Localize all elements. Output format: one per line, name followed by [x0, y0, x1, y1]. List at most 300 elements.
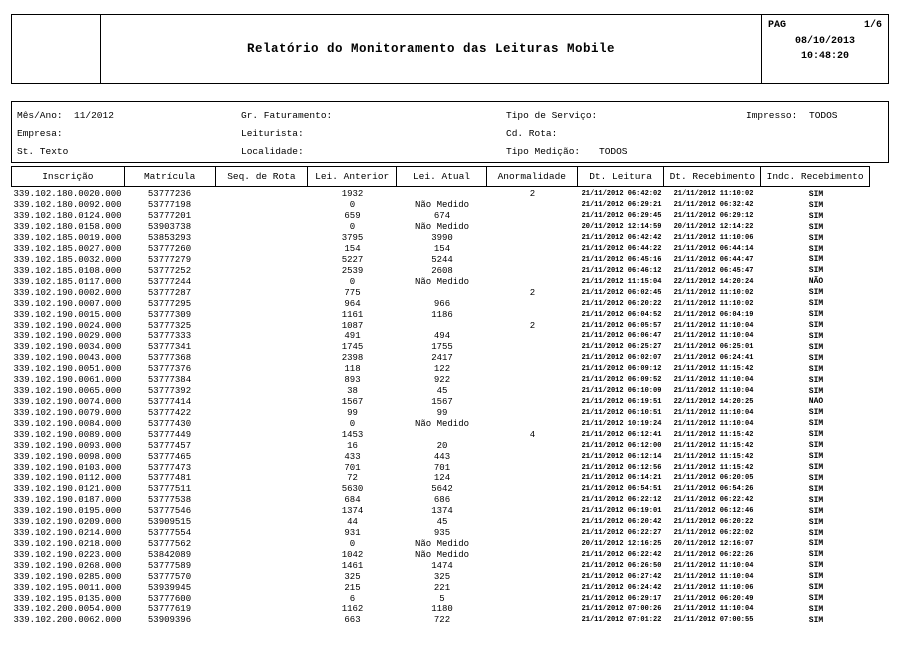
table-cell: [487, 364, 578, 375]
table-cell: 922: [433, 375, 451, 386]
table-cell: 21/11/2012 11:15:04: [581, 277, 662, 286]
table-cell: 21/11/2012 06:42:02: [581, 190, 662, 199]
table-cell: NÃO: [808, 277, 824, 287]
table-cell: 21/11/2012 06:05:57: [581, 321, 662, 330]
table-cell: 21/11/2012 06:20:49: [673, 594, 754, 603]
tipo-medicao-label: Tipo Medição:: [506, 146, 581, 157]
table-cell: 339.102.190.0223.000: [13, 549, 122, 560]
table-cell: 21/11/2012 06:46:12: [581, 266, 662, 275]
table-cell: 659: [344, 211, 361, 222]
report-header: [11, 14, 889, 84]
table-row: [11, 211, 870, 222]
table-cell: 339.102.200.0054.000: [13, 604, 122, 615]
table-cell: 5630: [341, 484, 364, 495]
table-cell: 53777600: [147, 593, 192, 604]
table-cell: [397, 320, 487, 331]
table-cell: 21/11/2012 06:20:42: [581, 518, 662, 527]
column-header-anormalidade: Anormalidade: [487, 167, 578, 186]
table-cell: [215, 517, 308, 528]
table-cell: 2: [529, 287, 536, 298]
table-cell: [215, 233, 308, 244]
table-cell: 21/11/2012 11:10:04: [673, 332, 754, 341]
table-cell: 339.102.190.0098.000: [13, 451, 122, 462]
table-cell: 21/11/2012 06:20:22: [673, 518, 754, 527]
table-cell: [487, 331, 578, 342]
table-cell: 53777570: [147, 571, 192, 582]
table-cell: 53777619: [147, 604, 192, 615]
table-cell: 339.102.180.0158.000: [13, 222, 122, 233]
table-cell: 53777201: [147, 211, 192, 222]
table-cell: 21/11/2012 06:26:50: [581, 561, 662, 570]
table-cell: 1567: [341, 396, 364, 407]
table-cell: [487, 549, 578, 560]
table-cell: 339.102.190.0015.000: [13, 309, 122, 320]
table-cell: 21/11/2012 06:04:19: [673, 310, 754, 319]
table-cell: 21/11/2012 06:20:22: [581, 299, 662, 308]
table-cell: 21/11/2012 06:44:47: [673, 255, 754, 264]
table-cell: 2417: [431, 353, 453, 364]
table-cell: 53777546: [147, 506, 192, 517]
table-cell: 21/11/2012 06:29:12: [673, 212, 754, 221]
table-cell: 20/11/2012 12:16:25: [581, 539, 662, 548]
leiturista-label: Leiturista:: [241, 128, 304, 139]
table-row: [11, 571, 870, 582]
table-row: [11, 462, 870, 473]
table-cell: 124: [433, 473, 451, 484]
table-cell: 21/11/2012 11:10:06: [673, 583, 754, 592]
table-cell: 491: [344, 331, 361, 342]
table-row: [11, 506, 870, 517]
mes-ano-value: 11/2012: [74, 110, 114, 121]
impresso-value: TODOS: [809, 110, 838, 121]
table-cell: [215, 276, 308, 287]
table-cell: 674: [433, 211, 451, 222]
table-cell: [487, 342, 578, 353]
table-cell: 1374: [431, 506, 453, 517]
table-cell: 722: [433, 615, 451, 626]
table-cell: 2539: [341, 265, 364, 276]
page-info-box: [761, 15, 888, 83]
table-cell: 21/11/2012 06:44:22: [581, 245, 662, 254]
table-cell: 53777252: [147, 265, 192, 276]
table-cell: [215, 211, 308, 222]
table-cell: 339.102.190.0029.000: [13, 331, 122, 342]
column-header-lei-atual: Lei. Atual: [397, 167, 487, 186]
table-cell: 1087: [341, 320, 364, 331]
table-cell: SIM: [808, 200, 824, 210]
table-cell: [215, 265, 308, 276]
table-cell: 21/11/2012 06:10:09: [581, 387, 662, 396]
table-cell: 53777392: [147, 386, 192, 397]
table-cell: [215, 560, 308, 571]
table-cell: SIM: [808, 408, 824, 418]
table-cell: 53777244: [147, 276, 192, 287]
table-row: [11, 287, 870, 298]
table-cell: 1453: [341, 429, 364, 440]
table-cell: 21/11/2012 06:02:45: [581, 288, 662, 297]
table-cell: 21/11/2012 06:45:47: [673, 266, 754, 275]
table-cell: 21/11/2012 06:44:14: [673, 245, 754, 254]
table-cell: 21/11/2012 06:12:46: [673, 507, 754, 516]
table-cell: SIM: [808, 528, 824, 538]
table-cell: 935: [433, 528, 451, 539]
table-row: [11, 539, 870, 550]
table-cell: 5227: [341, 254, 364, 265]
column-header-dt-recebimento: Dt. Recebimento: [664, 167, 761, 186]
table-cell: [487, 495, 578, 506]
table-cell: [215, 539, 308, 550]
table-row: [11, 473, 870, 484]
table-cell: 53777198: [147, 200, 192, 211]
table-cell: SIM: [808, 266, 824, 276]
table-cell: 339.102.190.0093.000: [13, 440, 122, 451]
table-cell: 53777473: [147, 462, 192, 473]
table-cell: 1567: [431, 396, 453, 407]
table-cell: SIM: [808, 189, 824, 199]
table-cell: 339.102.190.0268.000: [13, 560, 122, 571]
table-cell: 339.102.190.0218.000: [13, 538, 122, 549]
table-cell: SIM: [808, 604, 824, 614]
table-cell: 53777384: [147, 375, 192, 386]
table-cell: 4: [529, 429, 536, 440]
table-cell: [487, 506, 578, 517]
table-row: [11, 440, 870, 451]
table-cell: [487, 560, 578, 571]
table-row: [11, 560, 870, 571]
table-cell: SIM: [808, 441, 824, 451]
table-cell: Não Medido: [414, 549, 469, 560]
table-cell: 21/11/2012 06:10:51: [581, 408, 662, 417]
report-table-body: [11, 189, 870, 626]
tipo-servico-label: Tipo de Serviço:: [506, 110, 598, 121]
table-cell: 1162: [341, 604, 364, 615]
table-cell: [215, 407, 308, 418]
table-cell: 20/11/2012 12:14:59: [581, 223, 662, 232]
table-cell: 99: [436, 407, 448, 418]
cd-rota-label: Cd. Rota:: [506, 128, 558, 139]
table-cell: 53777589: [147, 560, 192, 571]
table-row: [11, 407, 870, 418]
table-cell: 53777414: [147, 396, 192, 407]
table-cell: 21/11/2012 11:15:42: [673, 365, 754, 374]
table-cell: [487, 517, 578, 528]
table-cell: 44: [347, 517, 358, 528]
table-cell: 2398: [341, 353, 364, 364]
filter-panel: [11, 101, 889, 163]
table-cell: [215, 418, 308, 429]
table-cell: 21/11/2012 07:01:22: [581, 616, 662, 625]
table-cell: 3990: [431, 233, 453, 244]
table-cell: 893: [344, 375, 361, 386]
table-cell: SIM: [808, 211, 824, 221]
table-cell: 325: [344, 571, 361, 582]
table-cell: [215, 506, 308, 517]
table-cell: 339.102.190.0002.000: [13, 287, 122, 298]
table-cell: 21/11/2012 07:00:26: [581, 605, 662, 614]
table-cell: 21/11/2012 06:22:26: [673, 550, 754, 559]
table-row: [11, 298, 870, 309]
table-cell: 21/11/2012 06:19:51: [581, 397, 662, 406]
table-cell: [487, 571, 578, 582]
table-cell: 339.102.190.0024.000: [13, 320, 122, 331]
table-cell: [487, 375, 578, 386]
table-cell: SIM: [808, 233, 824, 243]
table-cell: [487, 593, 578, 604]
table-cell: [215, 298, 308, 309]
table-cell: 21/11/2012 06:22:42: [673, 496, 754, 505]
table-cell: 339.102.190.0121.000: [13, 484, 122, 495]
table-cell: 21/11/2012 11:10:06: [673, 234, 754, 243]
table-cell: 20/11/2012 12:16:07: [673, 539, 754, 548]
table-cell: [487, 615, 578, 626]
table-cell: 21/11/2012 06:24:42: [581, 583, 662, 592]
table-cell: [215, 353, 308, 364]
table-cell: 21/11/2012 11:10:04: [673, 572, 754, 581]
table-cell: 53777554: [147, 528, 192, 539]
table-cell: 154: [433, 244, 451, 255]
table-cell: [215, 200, 308, 211]
table-cell: 53777325: [147, 320, 192, 331]
table-cell: 53777457: [147, 440, 192, 451]
table-cell: [487, 309, 578, 320]
table-cell: 21/11/2012 06:19:01: [581, 507, 662, 516]
table-cell: [487, 462, 578, 473]
table-cell: [215, 462, 308, 473]
table-cell: 53777368: [147, 353, 192, 364]
table-cell: 21/11/2012 06:12:56: [581, 463, 662, 472]
table-cell: 5642: [431, 484, 453, 495]
table-cell: 53777538: [147, 495, 192, 506]
table-cell: 53777341: [147, 342, 192, 353]
table-cell: 53777376: [147, 364, 192, 375]
table-row: [11, 222, 870, 233]
table-cell: [215, 451, 308, 462]
table-cell: SIM: [808, 550, 824, 560]
table-cell: SIM: [808, 321, 824, 331]
pag-label: PAG: [768, 20, 787, 31]
table-cell: 38: [347, 386, 358, 397]
table-cell: 339.102.190.0285.000: [13, 571, 122, 582]
table-cell: 53777511: [147, 484, 192, 495]
table-cell: 22/11/2012 14:20:24: [673, 277, 754, 286]
table-cell: SIM: [808, 386, 824, 396]
table-cell: 53939945: [147, 582, 192, 593]
table-row: [11, 265, 870, 276]
table-cell: 21/11/2012 06:29:45: [581, 212, 662, 221]
table-cell: [215, 528, 308, 539]
table-cell: 339.102.190.0051.000: [13, 364, 122, 375]
table-cell: 53777562: [147, 538, 192, 549]
table-cell: 21/11/2012 06:14:21: [581, 474, 662, 483]
table-cell: 53777236: [147, 189, 192, 200]
table-cell: Não Medido: [414, 538, 469, 549]
table-cell: 45: [436, 386, 448, 397]
empresa-label: Empresa:: [17, 128, 63, 139]
table-cell: 325: [433, 571, 451, 582]
table-cell: 0: [349, 222, 356, 233]
table-row: [11, 233, 870, 244]
column-header-indc-recebimento: Indc. Recebimento: [766, 171, 864, 182]
table-cell: [487, 407, 578, 418]
table-cell: 0: [349, 538, 356, 549]
table-cell: SIM: [808, 255, 824, 265]
table-cell: [487, 244, 578, 255]
table-cell: SIM: [808, 572, 824, 582]
table-cell: 21/11/2012 06:22:02: [673, 529, 754, 538]
table-cell: 21/11/2012 06:45:16: [581, 255, 662, 264]
table-cell: 72: [347, 473, 358, 484]
table-cell: [215, 615, 308, 626]
table-cell: 53903738: [147, 222, 192, 233]
table-cell: SIM: [808, 495, 824, 505]
table-cell: 53909515: [147, 517, 192, 528]
table-cell: [397, 429, 487, 440]
table-cell: [487, 276, 578, 287]
table-cell: 21/11/2012 11:10:02: [673, 190, 754, 199]
table-cell: 3795: [341, 233, 364, 244]
table-cell: 21/11/2012 06:22:27: [581, 529, 662, 538]
table-cell: 339.102.185.0108.000: [13, 265, 122, 276]
localidade-label: Localidade:: [241, 146, 304, 157]
table-cell: [215, 495, 308, 506]
table-cell: SIM: [808, 561, 824, 571]
table-cell: SIM: [808, 463, 824, 472]
table-cell: 21/11/2012 06:12:00: [581, 441, 662, 450]
table-cell: 339.102.195.0011.000: [13, 582, 122, 593]
table-cell: SIM: [808, 473, 824, 483]
table-cell: 21/11/2012 06:02:07: [581, 354, 662, 363]
table-cell: 1755: [431, 342, 453, 353]
table-cell: 21/11/2012 06:54:26: [673, 485, 754, 494]
column-header-seq-rota: Seq. de Rota: [216, 167, 309, 186]
table-cell: [487, 233, 578, 244]
table-row: [11, 364, 870, 375]
table-cell: 339.102.180.0124.000: [13, 211, 122, 222]
table-row: [11, 429, 870, 440]
table-cell: 53777422: [147, 407, 192, 418]
table-cell: 21/11/2012 11:15:42: [673, 441, 754, 450]
table-cell: 53777333: [147, 331, 192, 342]
table-cell: [215, 189, 308, 200]
table-cell: [215, 375, 308, 386]
table-cell: [215, 571, 308, 582]
table-cell: 21/11/2012 11:10:04: [673, 408, 754, 417]
column-header-matricula: Matrícula: [125, 167, 216, 186]
table-cell: 494: [433, 331, 451, 342]
table-cell: [215, 593, 308, 604]
mes-ano-label: Mês/Ano:: [17, 110, 63, 121]
table-cell: 21/11/2012 11:10:04: [673, 387, 754, 396]
table-cell: [487, 582, 578, 593]
table-cell: 701: [433, 462, 451, 473]
table-cell: 0: [349, 200, 356, 211]
table-cell: 1932: [341, 189, 364, 200]
table-cell: [215, 342, 308, 353]
table-cell: 118: [344, 364, 361, 375]
column-header-lei-anterior: Lei. Anterior: [308, 167, 397, 186]
table-cell: 21/11/2012 10:19:24: [581, 419, 662, 428]
table-cell: 964: [344, 298, 361, 309]
page-number: 1/6: [863, 20, 882, 31]
gr-faturamento-label: Gr. Faturamento:: [241, 110, 333, 121]
table-cell: 339.102.190.0065.000: [13, 386, 122, 397]
table-cell: 339.102.180.0092.000: [13, 200, 122, 211]
table-cell: 339.102.185.0117.000: [13, 276, 122, 287]
table-cell: 21/11/2012 06:12:14: [581, 452, 662, 461]
table-cell: SIM: [808, 539, 824, 549]
table-cell: [487, 451, 578, 462]
table-row: [11, 320, 870, 331]
table-cell: [215, 549, 308, 560]
table-cell: [215, 255, 308, 266]
table-cell: 53777430: [147, 418, 192, 429]
table-cell: 53909396: [147, 615, 192, 626]
table-cell: [487, 473, 578, 484]
table-cell: 0: [349, 418, 356, 429]
table-cell: 21/11/2012 06:27:42: [581, 572, 662, 581]
table-cell: 433: [344, 451, 361, 462]
table-cell: 215: [344, 582, 361, 593]
table-cell: Não Medido: [414, 276, 469, 287]
table-row: [11, 451, 870, 462]
table-cell: SIM: [808, 419, 824, 429]
table-cell: 339.102.185.0027.000: [13, 244, 122, 255]
table-cell: 1161: [341, 309, 364, 320]
table-cell: 21/11/2012 11:15:42: [673, 463, 754, 472]
table-cell: [487, 397, 578, 408]
table-cell: 53777279: [147, 254, 192, 265]
table-cell: 339.102.190.0195.000: [13, 506, 122, 517]
table-cell: 1745: [341, 342, 364, 353]
page-number-line: [768, 20, 882, 31]
table-cell: 21/11/2012 11:10:04: [673, 419, 754, 428]
table-cell: 21/11/2012 11:10:02: [673, 288, 754, 297]
table-cell: 21/11/2012 11:15:42: [673, 430, 754, 439]
table-row: [11, 615, 870, 626]
table-cell: 2: [529, 189, 536, 200]
table-cell: 21/11/2012 06:32:42: [673, 201, 754, 210]
table-row: [11, 397, 870, 408]
table-cell: [487, 200, 578, 211]
table-cell: 663: [344, 615, 361, 626]
table-cell: [215, 320, 308, 331]
table-cell: 5: [439, 593, 445, 604]
table-cell: [215, 484, 308, 495]
table-cell: 53777481: [147, 473, 192, 484]
table-cell: 53777260: [147, 244, 192, 255]
table-cell: [487, 440, 578, 451]
table-cell: 45: [436, 517, 448, 528]
table-row: [11, 244, 870, 255]
table-cell: 966: [433, 298, 451, 309]
table-cell: 53777449: [147, 429, 192, 440]
table-cell: 1186: [431, 309, 453, 320]
table-header-row: [11, 166, 870, 187]
table-cell: [397, 287, 487, 298]
table-cell: 21/11/2012 06:29:17: [581, 594, 662, 603]
table-cell: 53842089: [147, 549, 192, 560]
table-cell: 1042: [341, 549, 364, 560]
table-cell: 339.102.190.0112.000: [13, 473, 122, 484]
table-cell: 21/11/2012 11:10:04: [673, 561, 754, 570]
table-cell: [487, 265, 578, 276]
table-cell: 0: [349, 276, 356, 287]
table-cell: [215, 287, 308, 298]
table-cell: [215, 309, 308, 320]
table-cell: 339.102.190.0043.000: [13, 353, 122, 364]
table-cell: 20/11/2012 12:14:22: [673, 223, 754, 232]
table-cell: 339.102.190.0007.000: [13, 298, 122, 309]
